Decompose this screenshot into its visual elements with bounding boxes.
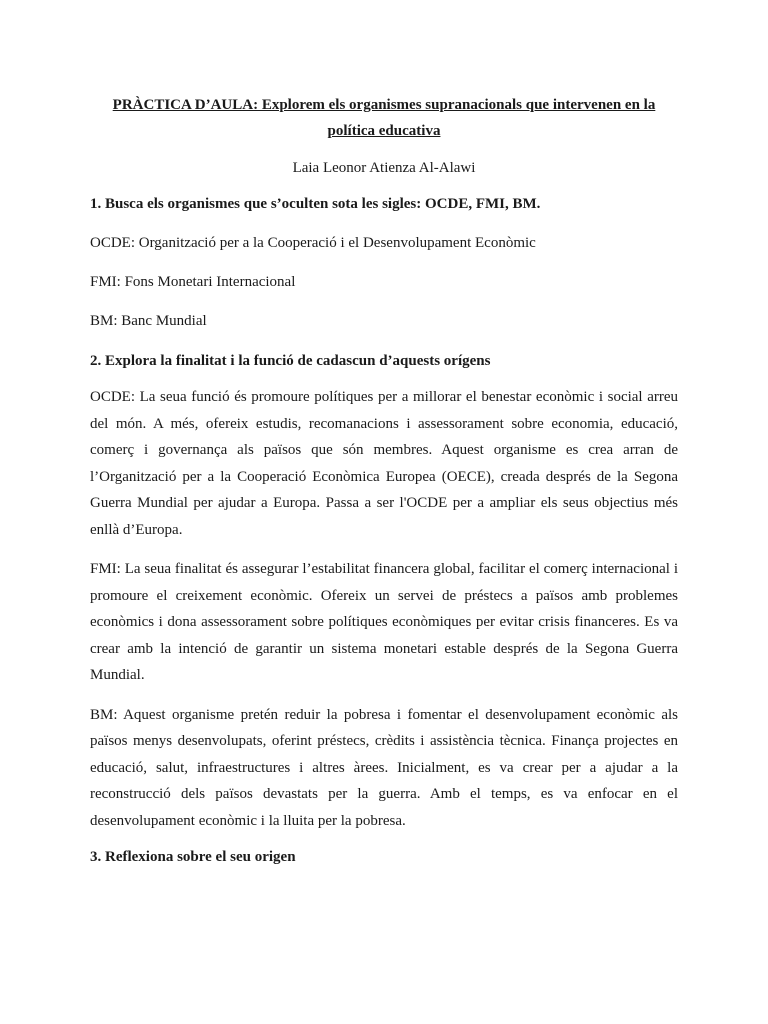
answer-ocde: OCDE: Organització per a la Cooperació i el Desenvolupament Econòmic [90, 235, 536, 251]
question-2: 2. Explora la finalitat i la funció de cadascun d’aquests orígens [90, 353, 491, 369]
question-3: 3. Reflexiona sobre el seu origen [90, 849, 296, 865]
answer-fmi: FMI: Fons Monetari Internacional [90, 274, 296, 290]
answer-bm: BM: Banc Mundial [90, 313, 207, 329]
document-title: PRÀCTICA D’AULA: Explorem els organismes supranacionals que intervenen en la política educativa [112, 97, 656, 139]
paragraph-fmi: FMI: La seua finalitat és assegurar l’estabilitat financera global, facilitar el comerç internacional i promoure el creixement econòmic. Ofereix un servei de préstecs a països amb problemes econòmics i dona assessorament sobre polítiques econòmiques per evitar crisis financeres. Es va crear amb la intenció de garantir un sistema monetari estable després de la Segona Guerra Mundial. [90, 561, 678, 683]
question-1: 1. Busca els organismes que s’oculten sota les sigles: OCDE, FMI, BM. [90, 196, 541, 212]
document-page [90, 92, 678, 867]
paragraph-bm: BM: Aquest organisme pretén reduir la pobresa i fomentar el desenvolupament econòmic als països menys desenvolupats, oferint préstecs, crèdits i assistència tècnica. Finança projectes en educació, salut, infraestructures i altres àrees. Inicialment, es va crear per a ajudar a la reconstrucció dels països devastats per la guerra. Amb el temps, es va enfocar en el desenvolupament econòmic i la lluita per la pobresa. [90, 706, 678, 829]
paragraph-ocde: OCDE: La seua funció és promoure polítiques per a millorar el benestar econòmic i social arreu del món. A més, ofereix estudis, recomanacions i assessorament sobre economia, educació, comerç i governança als països que són membres. Aquest organisme es crea arran de l’Organització per a la Cooperació Econòmica Europea (OECE), creada després de la Segona Guerra Mundial per ajudar a Europa. Passa a ser l'OCDE per a ampliar els seus objectius més enllà d’Europa. [90, 389, 678, 538]
author-name: Laia Leonor Atienza Al-Alawi [292, 160, 476, 176]
